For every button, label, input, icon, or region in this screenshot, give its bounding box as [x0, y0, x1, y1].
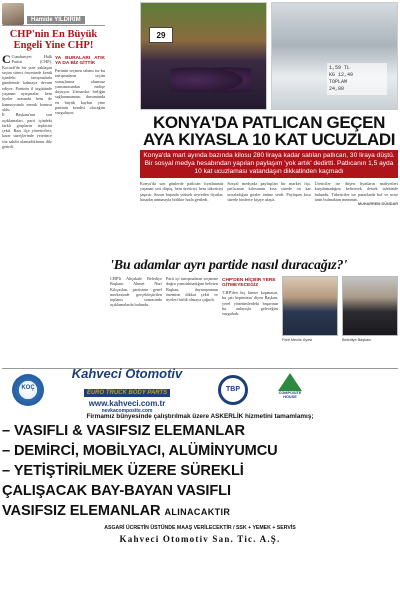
news-paragraph-with-byline: [315, 181, 398, 206]
portrait-caption: Belediye Başkanı: [342, 338, 372, 342]
news-body: [140, 181, 398, 206]
company-email: nevkacomposite.com: [101, 408, 153, 414]
company-logo: [12, 374, 44, 406]
news-paragraph: Sosyal medyada paylaşılan bir market fişi, patlıcanın kilosunun kısa sürede on kat ucuzladığını gözler önüne serdi. Paylaşım kısa sürede binlerce kişiye ulaştı.: [227, 181, 311, 202]
portrait-block-left: [282, 276, 338, 362]
column-paragraph: Cumhuriyet Halk Partisi (CHP), Kocaeli'de bir yıne yaklaşan seçim süreci öncesinde kendi içindeki tartışmalarla gündemde kalmaya devam ediyor. Partinin il örgütünde yaşanan ayrışmalar, hem üyeler arasında hem de kamuoyunda merak konusu oldu.: [2, 54, 52, 112]
byline: MUHARREM DÜNDAR: [357, 202, 398, 207]
ad-intro: Firmamız bünyesinde çalıştırılmak üzere ASKERLİK hizmetini tamamlamış;: [86, 413, 314, 420]
mid-sidebar: [222, 276, 278, 362]
column-paragraph: İl Başkanı'nın son açıklamaları, parti içindeki farklı grupların tepkisini çekti. Bazı ilçe yöneticileri, karar süreçlerinde yeterince söz sahibi olamadıklarını dile getirdi.: [2, 112, 52, 150]
portrait-photo: [342, 276, 398, 336]
receipt-text: [327, 63, 387, 95]
column-paragraph: Partinin seçmen tabanı ise bu tartışmaların seçim sonuçlarına olumsuz yansımasından endişe duyuyor. Uzmanlar, birliğin sağlanamaması durumunda en büyük kaybın yine partinin kendisi olacağını vurguluyor.: [55, 68, 105, 116]
ad-line: – VASIFLI & VASIFSIZ ELEMANLAR: [2, 423, 245, 439]
eggplant-image: [171, 65, 251, 95]
author-box: [2, 2, 105, 26]
column-text-col-2: [55, 54, 105, 149]
market-stall-photo: [140, 2, 267, 110]
mid-sidebar-heading: CHP'DEN HİÇBİR YERE GİTMEYECEĞİZ: [222, 278, 276, 288]
receipt-line: TOPLAM: [329, 79, 348, 85]
receipt-line: 24,80: [329, 86, 345, 92]
composite-triangle-icon: [278, 373, 302, 391]
receipt-photo: [271, 2, 398, 110]
ad-footer: Kahveci Otomotiv San. Tic. A.Ş.: [119, 534, 281, 544]
top-news: [140, 2, 398, 207]
ad-line-main: VASIFSIZ ELEMANLAR: [2, 503, 161, 519]
ad-line: – YETİŞTİRİLMEK ÜZERE SÜREKLİ: [2, 463, 244, 479]
column-subhead: YA BURALARI ATIK YA DA BİZ GİTTİK: [55, 56, 105, 66]
news-subhead: Konya'da mart ayında bazında kilosu 280 liraya kadar satılan patlıcan, 30 liraya düştü. Bir sosyal medya hesabından yapılan paylaşım 'yok artık' dedirtti. Patlıcanın 1,5 ayda 10 kat ucuzlaması vatandaşın dikkatinden kaçmadı: [140, 150, 398, 178]
receipt-line: 1,59 TL: [329, 65, 351, 71]
author-photo: [2, 3, 24, 25]
mid-story: [110, 259, 398, 367]
column-text-col-1: [2, 54, 52, 149]
column-headline: CHP'nin En Büyük Engeli Yine CHP!: [9, 29, 98, 51]
mid-paragraph: CHP'li Akçakale Belediye Başkanı Ahmet Nuri Kılıçaslan, partisinin genel merkezinde gerçekleştirilen toplantı sonrasında açıklamalarda bulundu.: [110, 276, 162, 308]
mid-body: [110, 276, 398, 362]
receipt-line: KG 12,40: [329, 72, 354, 78]
portrait-photo: [282, 276, 338, 336]
mid-paragraph: Parti içi tartışmaların seçmene doğru yansıtılmadığını belirten Başkan, dayanışmanın önemine dikkat çekti ve üyeleri birlik olmaya çağırdı.: [166, 276, 218, 303]
company-tagline: EURO TRUCK BODY PARTS: [84, 389, 170, 397]
mid-headline: 'Bu adamlar ayrı partide nasıl duracağız?': [110, 258, 348, 273]
company-logo-text: KOÇ: [21, 385, 35, 391]
news-paragraph: Üreticiler ise düşen fiyatların maliyetleri karşılamadığını belirterek destek talebinde bulundu. Tüketiciler ise pazarlarda bol ve ucuz ürün bulmaktan memnun.: [314, 181, 398, 202]
ad-line: – DEMİRCİ, MOBİLYACI, ALÜMİNYUMCU: [2, 443, 278, 459]
ad-line: ÇALIŞACAK BAY-BAYAN VASIFLI: [2, 483, 231, 499]
dropcap: C: [2, 52, 11, 66]
ad-benefits: ASGARİ ÜCRETİN ÜSTÜNDE MAAŞ VERİLECEKTİR / SSK + YEMEK + SERVİS: [104, 525, 296, 531]
column-body: [2, 54, 105, 149]
author-name: Hamide YILDIRIM: [27, 16, 85, 24]
company-block: [52, 366, 202, 414]
price-tag: 29: [149, 27, 173, 43]
photo-row: [140, 2, 398, 110]
tbp-logo: TBP: [218, 375, 248, 405]
portrait-caption: Parti Meclis Üyesi: [282, 338, 313, 342]
ad-header: [2, 366, 398, 414]
job-advertisement: [2, 368, 398, 592]
left-column: [2, 2, 105, 366]
ad-line-final: [2, 503, 398, 521]
company-name: Kahveci Otomotiv: [71, 366, 183, 381]
mid-paragraph: 'CHP'den hiç kimse kopmasın, bu çatı hepimizin' diyen Başkan, yerel yönetimlerdeki başarının bu anlayışla geleceğini vurguladı.: [222, 290, 278, 317]
composite-logo-text: COMPOSITE HOUSE: [278, 391, 302, 399]
news-paragraph: Konya'da son günlerde patlıcan fiyatlarında yaşanan sert düşüş, hem üreticiyi hem tüketiciyi şaşırttı. Sezon başında yüksek seyreden fiyatlar, hasadın artmasıyla birlikte hızla geriledi.: [140, 181, 224, 202]
ad-line-small: ALINACAKTIR: [164, 507, 231, 517]
news-headline: KONYA'DA PATLICAN GEÇEN AYA KIYASLA 10 KAT UCUZLADI: [142, 113, 396, 149]
composite-logo: [272, 373, 308, 407]
company-website: www.kahveci.com.tr: [88, 399, 166, 408]
portrait-block-right: [342, 276, 398, 362]
